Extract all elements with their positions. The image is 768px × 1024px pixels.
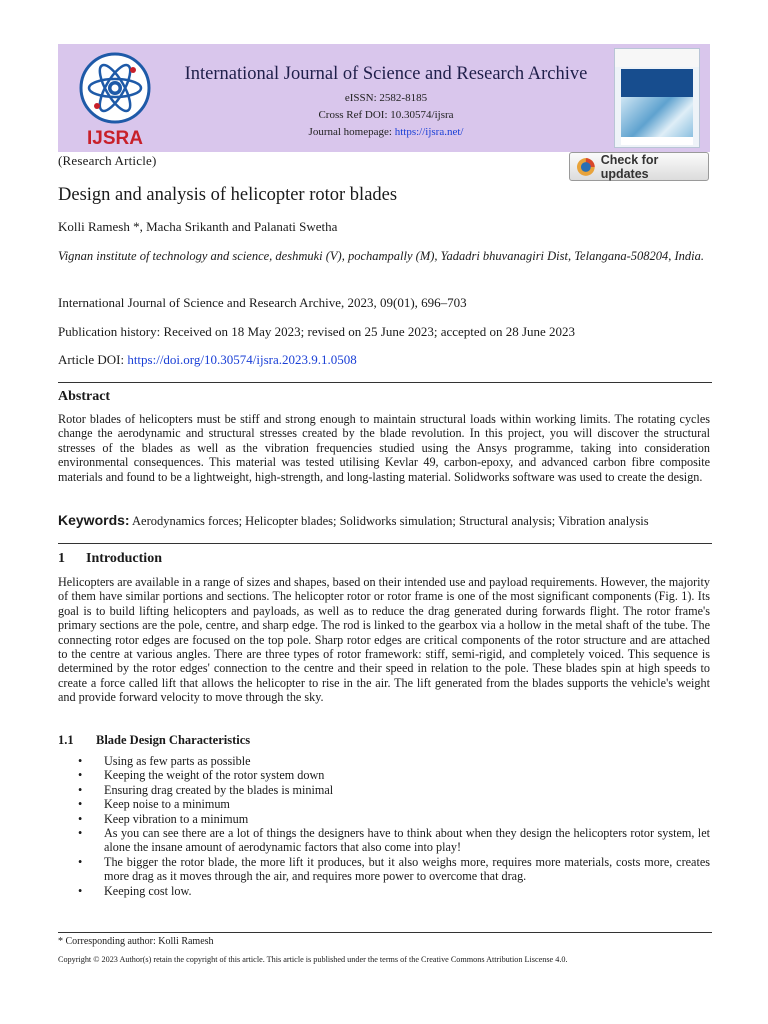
journal-title: International Journal of Science and Research Archive xyxy=(184,64,588,84)
cover-top xyxy=(615,49,699,67)
list-item: • Ensuring drag created by the blades is minimal xyxy=(78,783,710,797)
list-item: • As you can see there are a lot of things the designers have to think about when they design the helicopters rotor system, let alone the insane amount of aerodynamic factors that also come into play! xyxy=(78,826,710,855)
design-characteristics-list xyxy=(78,754,710,898)
eissn: eISSN: 2582-8185 xyxy=(344,92,428,104)
divider xyxy=(58,382,712,383)
list-item: • Keep noise to a minimum xyxy=(78,797,710,811)
subsection-number: 1.1 xyxy=(58,733,74,747)
homepage-link[interactable]: https://ijsra.net/ xyxy=(394,126,464,138)
corresponding-author-footnote: * Corresponding author: Kolli Ramesh xyxy=(58,936,214,947)
crossref-doi: Cross Ref DOI: 10.30574/ijsra xyxy=(318,109,454,121)
list-item: • The bigger the rotor blade, the more lift it produces, but it also weighs more, requires more materials, costs more, creates more drag as it moves through the air, and requires more power to overcome that drag. xyxy=(78,855,710,884)
keywords xyxy=(58,512,712,529)
keywords-text: Aerodynamics forces; Helicopter blades; Solidworks simulation; Structural analysis; Vibration analysis xyxy=(129,514,649,528)
check-updates-icon xyxy=(576,157,596,177)
section-heading xyxy=(58,551,162,567)
article-title: Design and analysis of helicopter rotor blades xyxy=(58,185,398,205)
homepage-label: Journal homepage: xyxy=(308,126,395,138)
subsection-title: Blade Design Characteristics xyxy=(96,733,251,747)
check-updates-label: Check for updates xyxy=(600,152,659,181)
cover-footer xyxy=(621,137,693,145)
doi-label: Article DOI: xyxy=(58,352,128,367)
journal-homepage xyxy=(178,126,594,138)
citation: International Journal of Science and Research Archive, 2023, 09(01), 696–703 xyxy=(58,295,467,310)
introduction-text: Helicopters are available in a range of sizes and shapes, based on their intended use and payload requirements. However, the majority of them have similar portions and sections. The helicopter rotor or rotor frame is one of the most significant components (Fig. 1). Its goal is to build lifting helicopters and payloads, as well as to reduce the drag generated during forwards flight. The rotor frame's primary sections are the pole, centre, and sharp edge. The rod is linked to the gearbox via a hollow in the metal shaft of the tube. The connecting rotor edges are focused on the top pole. Sharp rotor edges are critical components of the rotor structure and are attached to the centre at various angles. There are three types of rotor framework: stiff, semi-rigid, and completely voiced. This sequence is determined by the rotor edges' connection to the centre and their speed in relation to the pole. These blades spin at high speeds to create a force called lift that allows the helicopter to rise in the air. The lift generated from the blades supports the vehicle's weight and provide forward velocity to move through the sky. xyxy=(58,575,710,705)
keywords-label: Keywords: xyxy=(58,512,130,528)
publication-history: Publication history: Received on 18 May 2023; revised on 25 June 2023; accepted on 28 June 2023 xyxy=(58,324,576,339)
cover-photo xyxy=(621,97,693,137)
ijsra-logo-icon xyxy=(72,50,158,148)
list-item: • Using as few parts as possible xyxy=(78,754,710,768)
abstract-text: Rotor blades of helicopters must be stiff and strong enough to maintain structural loads within working limits. The rotating cycles change the aerodynamic and structural stresses created by the blade revolution. In this project, you will discover the structural stresses of the blades as well as the vibration frequencies studied using the Ansys programme, taking into consideration environmental consequences. This material was tested utilising Kevlar 49, carbon-epoxy, and advanced carbon fibre composite materials and found to be a lightweight, high-strength, and long-lasting material. Solidworks software was used to create the design. xyxy=(58,412,710,484)
abstract-heading: Abstract xyxy=(58,389,111,404)
copyright-notice: Copyright © 2023 Author(s) retain the copyright of this article. This article is published under the terms of the Creative Commons Attribution Liscense 4.0. xyxy=(58,955,568,964)
journal-header-banner xyxy=(58,44,710,152)
divider xyxy=(58,543,712,544)
logo-text: IJSRA xyxy=(87,128,143,148)
section-number: 1 xyxy=(58,551,65,566)
list-item: • Keeping cost low. xyxy=(78,884,710,898)
list-item: • Keeping the weight of the rotor system down xyxy=(78,768,710,782)
article-doi xyxy=(58,352,357,368)
doi-link[interactable]: https://doi.org/10.30574/ijsra.2023.9.1.0508 xyxy=(127,352,357,367)
article-type: (Research Article) xyxy=(58,153,157,168)
cover-title-band xyxy=(621,69,693,97)
list-item: • Keep vibration to a minimum xyxy=(78,812,710,826)
journal-cover-image xyxy=(614,48,700,148)
footnote-divider xyxy=(58,932,712,933)
check-for-updates-button[interactable] xyxy=(569,152,709,181)
subsection-heading xyxy=(58,733,250,748)
section-title: Introduction xyxy=(86,551,162,566)
authors: Kolli Ramesh *, Macha Srikanth and Palanati Swetha xyxy=(58,219,338,234)
affiliation: Vignan institute of technology and science, deshmuki (V), pochampally (M), Yadadri bhuvanagiri Dist, Telangana-508204, India. xyxy=(58,249,704,263)
